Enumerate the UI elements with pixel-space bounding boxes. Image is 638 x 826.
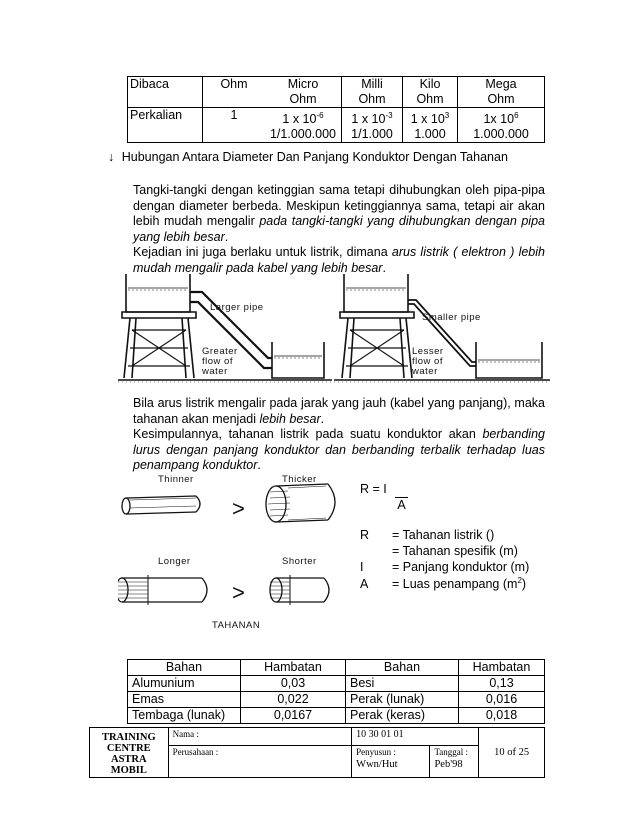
- label-larger-pipe: Larger pipe: [210, 302, 264, 313]
- label-water: water: [202, 366, 228, 377]
- tanggal-label: Tanggal :: [434, 746, 469, 757]
- table-cell: Alumunium: [128, 676, 241, 692]
- table-cell: [458, 108, 545, 143]
- label-flow-of: flow of: [412, 356, 443, 367]
- multiplier: 1 x 10: [410, 112, 445, 127]
- definition-row: [360, 528, 494, 542]
- table-row: [128, 676, 545, 692]
- water-tank-figure: [118, 270, 550, 388]
- table-header: Bahan: [128, 660, 241, 676]
- def-text: ): [521, 577, 527, 592]
- table-cell: Dibaca: [128, 77, 203, 108]
- formula-denominator: A: [395, 497, 408, 513]
- text: .: [257, 458, 261, 473]
- exponent: 3: [444, 111, 450, 120]
- definition-row: [360, 560, 529, 574]
- table-cell: [342, 108, 403, 143]
- paragraph-tanks: [133, 183, 545, 277]
- multiplier: 1 x 10: [282, 112, 317, 127]
- text: .: [320, 411, 325, 426]
- def-text: = Tahanan listrik (): [392, 528, 495, 542]
- multiplier: 1 x 10: [351, 112, 386, 127]
- org-cell: [90, 728, 169, 778]
- nama-cell: [168, 728, 352, 746]
- table-cell: Emas: [128, 692, 241, 708]
- tank-left-high: [126, 274, 190, 312]
- exponent: 6: [514, 111, 519, 120]
- multiplier: 1x 10: [483, 112, 515, 127]
- footer-table: [89, 727, 545, 778]
- definition-row: [360, 544, 518, 558]
- nama-label: Nama :: [172, 729, 199, 739]
- greater-than-icon: >: [232, 580, 245, 605]
- exponent: -3: [385, 111, 393, 120]
- material-table: [127, 659, 545, 724]
- text: Tangki-tangki dengan ketinggian sama tetapi dihubungkan oleh pipa-pipa dengan diameter berbeda. Meskipun ketinggiannya sama, tetapi air akan lebih mudah mengalir: [133, 183, 545, 229]
- def-superscript: 2: [517, 576, 522, 585]
- table-row: [128, 708, 545, 724]
- def-text: = Panjang konduktor (m): [392, 560, 530, 574]
- heading-text: Hubungan Antara Diameter Dan Panjang Konduktor Dengan Tahanan: [121, 150, 508, 164]
- fraction: 1/1.000.000: [269, 127, 337, 142]
- table-cell: [342, 77, 403, 108]
- penyusun-cell: [352, 745, 430, 777]
- perusahaan-label: Perusahaan :: [172, 746, 219, 757]
- formula-lhs: R =: [360, 482, 384, 496]
- def-symbol: I: [360, 560, 364, 574]
- table-cell: [458, 77, 545, 108]
- text: Kesimpulannya, tahanan listrik pada suatu konduktor akan: [133, 427, 483, 442]
- table-row: [128, 692, 545, 708]
- caption-tahanan: TAHANAN: [212, 620, 261, 631]
- label-flow-of: flow of: [202, 356, 233, 367]
- label-water: water: [412, 366, 438, 377]
- text: .: [224, 229, 229, 244]
- section-heading: [108, 150, 508, 164]
- penyusun-label: Penyusun :: [356, 746, 396, 757]
- table-cell: Ohm: [203, 77, 266, 108]
- page-cell: [479, 728, 545, 778]
- table-cell: 0,016: [459, 692, 545, 708]
- definition-row: [360, 576, 526, 591]
- page-number: 10 of 25: [494, 747, 530, 758]
- exponent: -6: [316, 111, 324, 120]
- unit-table: [127, 76, 545, 143]
- label-thinner: Thinner: [158, 474, 194, 485]
- unit-micro: Micro Ohm: [287, 77, 319, 106]
- table-row: [128, 77, 545, 108]
- def-text: = Tahanan spesifik (m): [392, 544, 518, 558]
- fraction: 1/1.000: [351, 127, 393, 142]
- label-thicker: Thicker: [282, 474, 317, 485]
- table-cell: [403, 108, 458, 143]
- resistance-formula: [360, 482, 387, 497]
- label-smaller-pipe: Smaller pipe: [422, 312, 481, 323]
- table-header-row: [128, 660, 545, 676]
- fraction: 1.000: [414, 127, 446, 142]
- italic-text: arus listrik ( elektron ) lebih mudah mengalir pada kabel yang lebih besar: [133, 245, 545, 275]
- arrow-down-icon: ↓: [108, 150, 115, 164]
- table-cell: Perkalian: [128, 108, 203, 143]
- table-cell: 0,018: [459, 708, 545, 724]
- label-greater: Greater: [202, 346, 238, 357]
- table-cell: Besi: [346, 676, 459, 692]
- table-cell: [265, 108, 342, 143]
- table-cell: Perak (keras): [346, 708, 459, 724]
- fraction: 1.000.000: [473, 127, 529, 142]
- org-line: TRAINING: [101, 732, 156, 743]
- text: Bila arus listrik mengalir pada jarak yang jauh (kabel yang panjang), maka tahanan akan menjadi: [133, 396, 545, 426]
- org-line: ASTRA MOBIL: [110, 754, 147, 776]
- def-text: = Luas penampang (m: [392, 577, 518, 592]
- unit-milli: Milli Ohm: [358, 77, 386, 106]
- text: .: [382, 260, 386, 275]
- perusahaan-cell: [168, 745, 352, 777]
- table-cell: 0,03: [241, 676, 346, 692]
- table-row: [128, 108, 545, 143]
- def-symbol: A: [360, 577, 369, 592]
- paragraph-conclusion: [133, 396, 545, 474]
- tanggal-value: Peb'98: [434, 758, 463, 770]
- def-symbol: R: [360, 528, 370, 542]
- formula-numerator: I: [383, 482, 387, 496]
- table-cell: 0,022: [241, 692, 346, 708]
- label-shorter: Shorter: [282, 556, 317, 567]
- table-header: Hambatan: [459, 660, 545, 676]
- penyusun-value: Wwn/Hut: [356, 758, 398, 770]
- table-header: Hambatan: [241, 660, 346, 676]
- table-cell: 0,0167: [241, 708, 346, 724]
- table-cell: [403, 77, 458, 108]
- conductor-figure: [118, 474, 348, 632]
- greater-than-icon: >: [232, 496, 245, 521]
- table-cell: Perak (lunak): [346, 692, 459, 708]
- tanggal-cell: [430, 745, 479, 777]
- unit-kilo: Kilo Ohm: [416, 77, 444, 106]
- table-cell: [265, 77, 342, 108]
- table-cell: 1: [203, 108, 266, 143]
- label-longer: Longer: [158, 556, 191, 567]
- italic-text: berbanding lurus dengan panjang konduktor dan berbanding terbalik terhadap luas penampang konduktor: [133, 427, 545, 473]
- doc-code: 10 30 01 01: [356, 729, 404, 740]
- italic-text: lebih besar: [259, 411, 321, 426]
- org-line: CENTRE: [106, 743, 151, 754]
- table-cell: Tembaga (lunak): [128, 708, 241, 724]
- table-cell: 0,13: [459, 676, 545, 692]
- italic-text: pada tangki-tangki yang dihubungkan dengan pipa yang lebih besar: [133, 214, 545, 244]
- text: Kejadian ini juga berlaku untuk listrik, dimana: [133, 245, 392, 260]
- label-lesser: Lesser: [412, 346, 444, 357]
- code-cell: [352, 728, 479, 746]
- table-header: Bahan: [346, 660, 459, 676]
- unit-mega: Mega Ohm: [485, 77, 517, 106]
